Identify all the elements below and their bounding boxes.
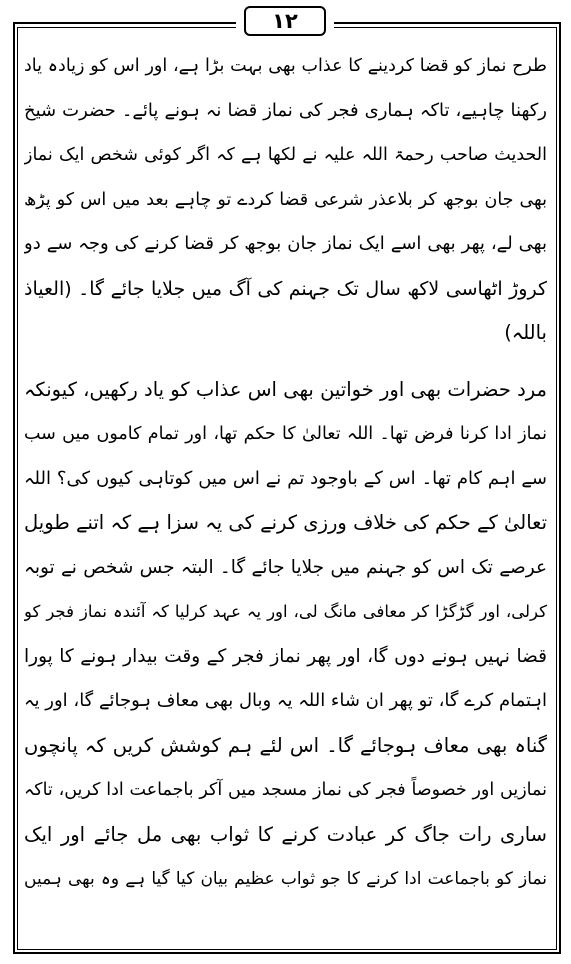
- text-line: طرح نماز کو قضا کردینے کا عذاب بھی بہت بڑا ہے، اور اس کو زیادہ یاد: [24, 56, 547, 76]
- text-line: نمازیں اور خصوصاً فجر کی نماز مسجد میں آکر باجماعت ادا کریں، تاکہ: [24, 780, 547, 800]
- text-line: بھی لے، پھر بھی اسے ایک نماز جان بوجھ کر قضا کرنے کی وجہ سے دو: [24, 233, 547, 254]
- text-line: رکھنا چاہیے، تاکہ ہماری فجر کی نماز قضا نہ ہونے پائے۔ حضرت شیخ: [24, 99, 547, 121]
- text-line: مرد حضرات بھی اور خواتین بھی اس عذاب کو یاد رکھیں، کیونکہ: [24, 377, 547, 401]
- text-line: الحدیث صاحب رحمۃ اللہ علیہ نے لکھا ہے کہ اگر کوئی شخص ایک نماز: [24, 145, 547, 165]
- paragraph-gap: [24, 356, 547, 368]
- text-line: نماز کو باجماعت ادا کرنے کا جو ثواب عظیم بیان کیا گیا ہے وہ بھی ہمیں: [24, 869, 547, 889]
- paragraph-2: [24, 368, 547, 902]
- page-number-box: [244, 6, 326, 36]
- text-line: عرصے تک اس کو جہنم میں جلایا جائے گا۔ البتہ جس شخص نے توبہ: [24, 556, 547, 578]
- text-line: بھی جان بوجھ کر بلاعذر شرعی قضا کردے تو چاہے بعد میں اس کو پڑھ: [24, 189, 547, 210]
- page-number: ۱۲: [272, 9, 298, 33]
- text-line: اہتمام کرے گا، تو پھر ان شاء اللہ یہ وبال بھی معاف ہوجائے گا، اور یہ: [24, 690, 547, 711]
- text-line: گناہ بھی معاف ہوجائے گا۔ اس لئے ہم کوشش کریں کہ پانچوں: [24, 733, 547, 757]
- text-line: کرلی، اور گڑگڑا کر معافی مانگ لی، اور یہ عہد کرلیا کہ آئندہ نماز فجر کو: [24, 602, 547, 621]
- text-line: نماز ادا کرنا فرض تھا۔ اللہ تعالیٰ کا حکم تھا، اور تمام کاموں میں سب: [24, 424, 547, 444]
- text-line: تعالیٰ کے حکم کی خلاف ورزی کرنے کی یہ سزا ہے کہ اتنے طویل: [24, 511, 547, 534]
- paragraph-1: [24, 44, 547, 356]
- text-line: سے اہم کام تھا۔ اس کے باوجود تم نے اس میں کوتاہی کیوں کی؟ اللہ: [24, 467, 547, 489]
- text-body: [24, 44, 547, 902]
- text-line: قضا نہیں ہونے دوں گا، اور پھر نماز فجر کے وقت بیدار ہونے کا پورا: [24, 645, 547, 667]
- text-line: ساری رات جاگ کر عبادت کرنے کا ثواب بھی مل جائے اور ایک: [24, 822, 547, 846]
- text-line: باللہ): [504, 321, 547, 344]
- text-line: کروڑ اٹھاسی لاکھ سال تک جہنم کی آگ میں جلایا جائے گا۔ (العیاذ: [24, 277, 547, 300]
